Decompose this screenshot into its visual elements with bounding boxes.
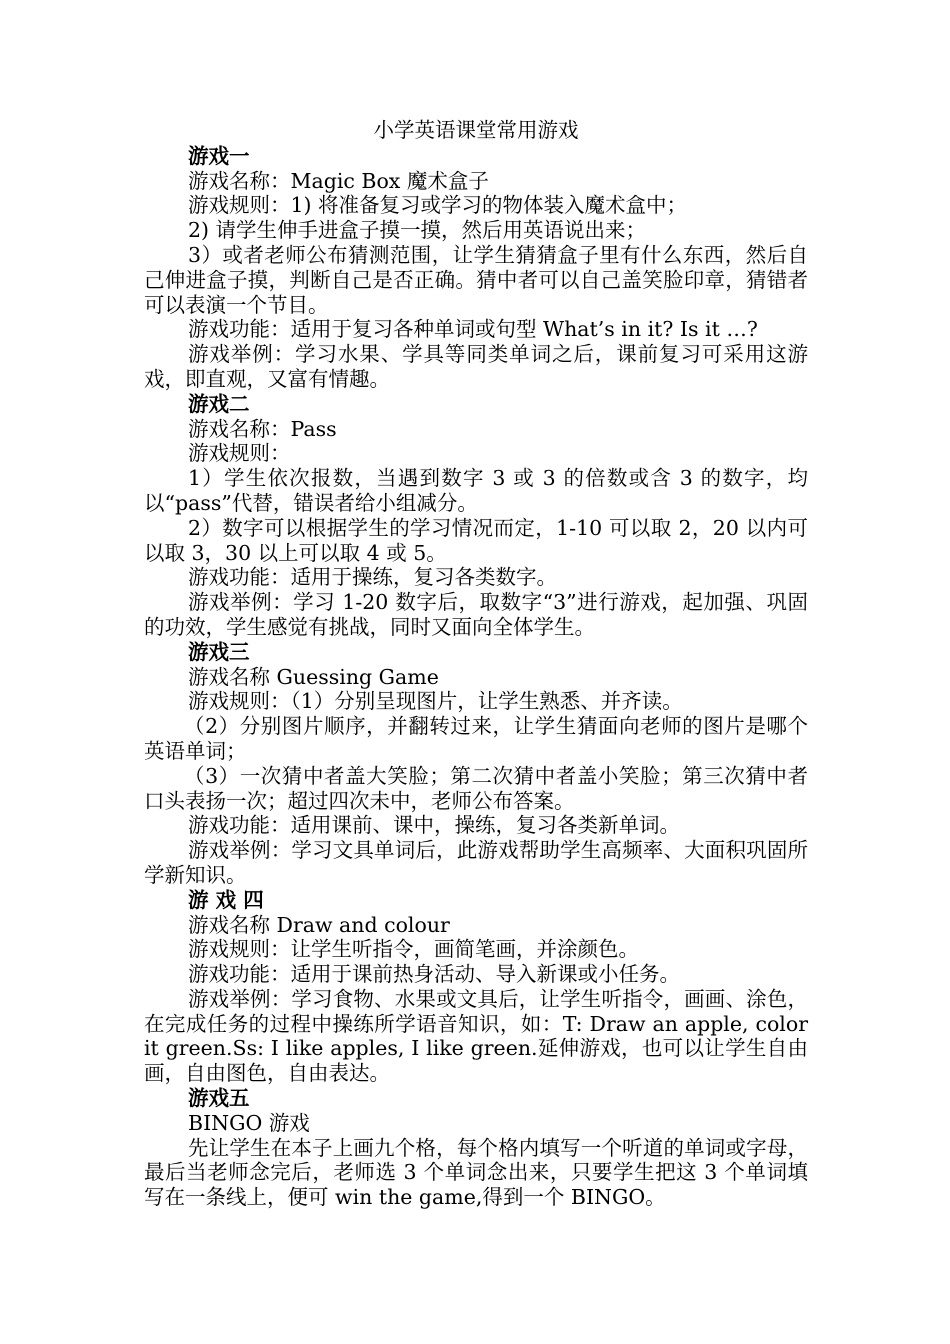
section-game-3: [144, 640, 808, 888]
paragraph: 游戏名称：Magic Box 魔术盒子: [188, 168, 489, 193]
paragraph: 2) 请学生伸手进盒子摸一摸，然后用英语说出来；: [188, 218, 647, 243]
paragraph: 游戏举例：学习食物、水果或文具后，让学生听指令，画画、涂色，在完成任务的过程中操练所学语音知识，如：T: Draw an apple, color it green.Ss: I like apples, I like green.延伸游戏，也可以让学生自由画，自由图色，自由表达。: [144, 986, 808, 1086]
paragraph: 游戏功能：适用课前、课中，操练，复习各类新单词。: [188, 813, 680, 838]
paragraph: 游戏举例：学习 1-20 数字后，取数字“3”进行游戏，起加强、巩固的功效，学生感觉有挑战，同时又面向全体学生。: [144, 590, 808, 639]
document-page: [144, 118, 808, 1210]
paragraph: 先让学生在本子上画九个格，每个格内填写一个听道的单词或字母，最后当老师念完后，老师选 3 个单词念出来，只要学生把这 3 个单词填写在一条线上，便可 win the game,得到一个 BINGO。: [144, 1135, 808, 1210]
section-heading: 游戏一: [188, 143, 250, 168]
paragraph: 2）数字可以根据学生的学习情况而定，1-10 可以取 2，20 以内可以取 3，30 以上可以取 4 或 5。: [144, 515, 808, 565]
paragraph: （2）分别图片顺序，并翻转过来，让学生猜面向老师的图片是哪个英语单词；: [144, 714, 808, 763]
paragraph: 游戏规则：1) 将准备复习或学习的物体装入魔术盒中；: [188, 193, 688, 218]
paragraph: 游戏举例：学习水果、学具等同类单词之后，课前复习可采用这游戏，即直观，又富有情趣。: [144, 342, 808, 391]
paragraph: 游戏功能：适用于复习各种单词或句型 What’s in it? Is it …?: [188, 317, 758, 342]
document-title: 小学英语课堂常用游戏: [373, 118, 579, 142]
section-game-4: [144, 888, 808, 1086]
section-game-1: [144, 144, 808, 392]
paragraph: 游戏名称 Guessing Game: [188, 664, 439, 689]
section-heading: 游戏三: [188, 639, 250, 664]
section-game-2: [144, 392, 808, 640]
paragraph: 游戏规则：（1）分别呈现图片，让学生熟悉、并齐读。: [188, 689, 683, 714]
paragraph: 游戏功能：适用于操练，复习各类数字。: [188, 565, 557, 590]
section-game-5: [144, 1086, 808, 1210]
paragraph: 游戏举例：学习文具单词后，此游戏帮助学生高频率、大面积巩固所学新知识。: [144, 838, 808, 887]
paragraph: 游戏规则：: [188, 441, 291, 466]
paragraph: 1）学生依次报数，当遇到数字 3 或 3 的倍数或含 3 的数字，均以“pass”代替，错误者给小组减分。: [144, 466, 808, 515]
paragraph: BINGO 游戏: [188, 1110, 310, 1135]
paragraph: 游戏功能：适用于课前热身活动、导入新课或小任务。: [188, 962, 680, 987]
paragraph: （3）一次猜中者盖大笑脸；第二次猜中者盖小笑脸；第三次猜中者口头表扬一次；超过四次未中，老师公布答案。: [144, 763, 808, 813]
paragraph: 游戏规则：让学生听指令，画简笔画，并涂颜色。: [188, 937, 639, 962]
section-heading: 游 戏 四: [188, 887, 264, 912]
paragraph: 游戏名称：Pass: [188, 416, 337, 441]
section-heading: 游戏五: [188, 1086, 250, 1111]
section-heading: 游戏二: [188, 391, 250, 416]
paragraph: 3）或者老师公布猜测范围，让学生猜猜盒子里有什么东西，然后自己伸进盒子摸，判断自己是否正确。猜中者可以自己盖笑脸印章，猜错者可以表演一个节目。: [144, 242, 808, 317]
paragraph: 游戏名称 Draw and colour: [188, 912, 450, 937]
